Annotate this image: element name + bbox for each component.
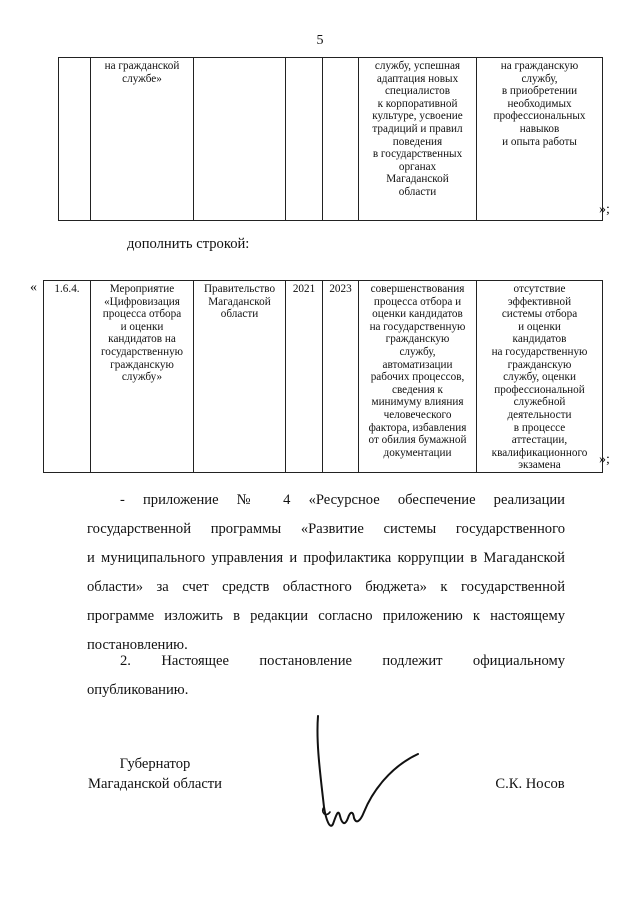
handwritten-signature — [300, 712, 440, 842]
paragraph-line: - приложение № 4 «Ресурсное обеспечение реализации — [120, 492, 565, 508]
program-table-new-row — [43, 280, 603, 473]
signatory-title-line: Губернатор — [119, 756, 191, 772]
signatory-title — [80, 754, 230, 794]
table-cell-end-year — [323, 58, 359, 221]
paragraph-line: области» за счет средств областного бюджета» к государственной — [87, 579, 565, 595]
paragraph-line: опубликованию. — [87, 682, 189, 698]
table2-opening-quote: « — [30, 280, 37, 295]
table-cell-result: совершенствования процесса отбора и оценки кандидатов на государственную гражданскую службу, автоматизации рабочих процессов, сведения к минимуму влияния человеческого фактора, избавления от обилия бумажной документации — [359, 281, 477, 473]
paragraph-line: постановлению. — [87, 637, 188, 653]
paragraph-line: и муниципального управления и профилактика коррупции в Магаданской — [87, 550, 565, 566]
page-number: 5 — [316, 33, 324, 48]
table2-closing-quote: »; — [599, 452, 610, 467]
table-cell-end-year: 2023 — [323, 281, 359, 473]
table-cell-number — [59, 58, 91, 221]
paragraph-line: 2. Настоящее постановление подлежит официальному — [120, 653, 565, 669]
table-cell-event: на гражданской службе» — [91, 58, 194, 221]
signatory-name: С.К. Носов — [495, 776, 565, 792]
table-cell-number: 1.6.4. — [44, 281, 91, 473]
paragraph-publication — [87, 647, 565, 705]
table-row — [44, 281, 603, 473]
table-cell-event: Мероприятие «Цифровизация процесса отбора и оценки кандидатов на государственную гражданскую службу» — [91, 281, 194, 473]
table-cell-executor — [194, 58, 286, 221]
add-row-instruction: дополнить строкой: — [127, 236, 250, 252]
table-cell-executor: Правительство Магаданской области — [194, 281, 286, 473]
table-cell-start-year: 2021 — [286, 281, 323, 473]
paragraph-appendix-4 — [87, 486, 565, 660]
table-cell-consequence: на гражданскую службу, в приобретении необходимых профессиональных навыков и опыта работы — [477, 58, 603, 221]
paragraph-line: государственной программы «Развитие системы государственного — [87, 521, 565, 537]
table-cell-result: службу, успешная адаптация новых специалистов к корпоративной культуре, усвоение традиций и правил поведения в государственных органах Магаданской области — [359, 58, 477, 221]
program-table-continuation — [58, 57, 603, 221]
table-row — [59, 58, 603, 221]
table-cell-start-year — [286, 58, 323, 221]
paragraph-line: программе изложить в редакции согласно приложению к настоящему — [87, 608, 565, 624]
table-cell-consequence: отсутствие эффективной системы отбора и оценки кандидатов на государственную гражданскую службу, оценки профессиональной служебной деятельности в процессе аттестации, квалификационного экзамена — [477, 281, 603, 473]
signatory-title-line: Магаданской области — [88, 776, 222, 792]
table1-closing-quote: »; — [599, 202, 610, 217]
